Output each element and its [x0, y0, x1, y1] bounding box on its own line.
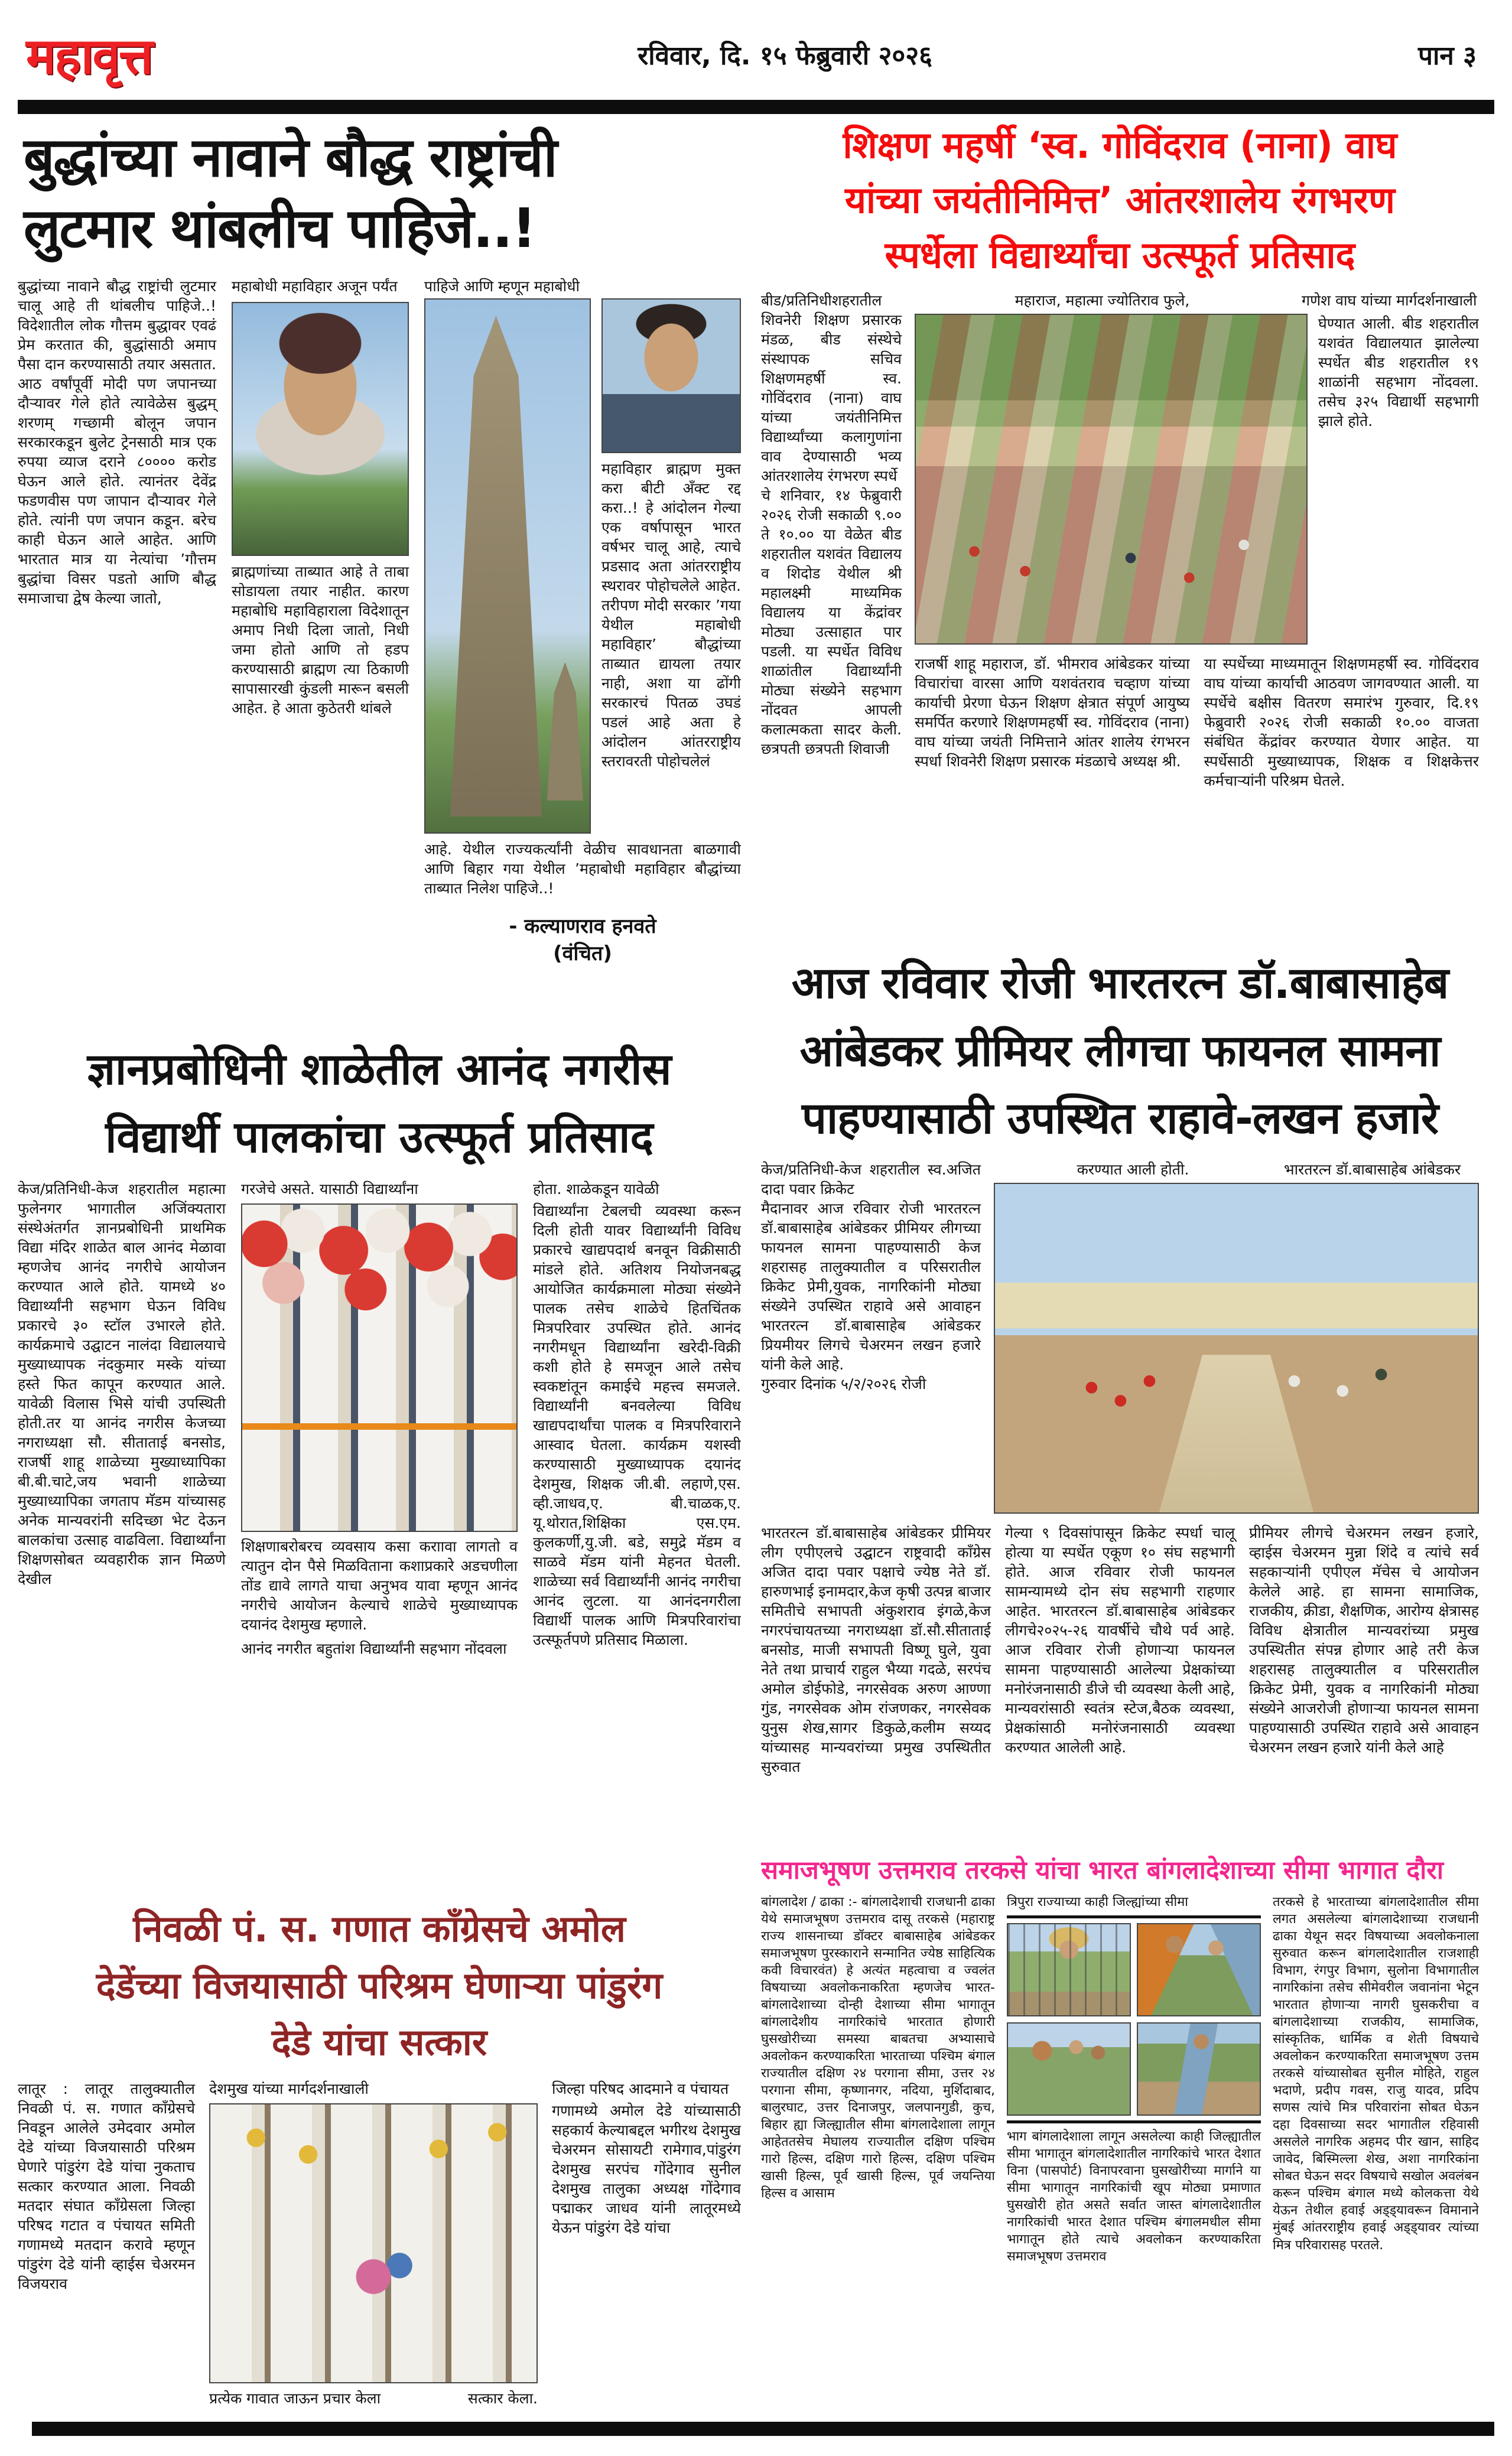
below-photo-columns [761, 1523, 1479, 1777]
article-buddha-loot [18, 114, 741, 1031]
page-body [0, 114, 1512, 2418]
column-2-end: आनंद नगरीत बहुतांश विद्यार्थ्यांनी सहभाग नोंदवला [241, 1640, 507, 1658]
article-satkar-body [18, 2079, 741, 2408]
header-rule [18, 100, 1494, 114]
headline-line: पाहण्यासाठी उपस्थित राहावे-लखन हजारे [801, 1093, 1439, 1144]
body-column-1: केज/प्रतिनिधी-केज शहरातील महात्मा फुलेनगर भागातील अजिंक्यतारा संस्थेअंतर्गत ज्ञानप्रबोधिनी प्राथमिक विद्या मंदिर शाळेत बाल आनंद मेळावा म्हणजेच आनंद नगरीचे आयोजन करण्यात आले होते. यामध्ये ४० विद्यार्थ्यांनी सहभाग घेऊन विविध प्रकारचे ३० स्टॉल उभारले होते. कार्यक्रमाचे उद्घाटन नालंदा विद्यालयाचे मुख्याध्यापक नंदकुमार मस्के यांच्या हस्ते फित कापून करण्यात आले. यावेळी विलास भिसे यांची उपस्थिती होती.तर या आनंद नगरीस केजच्या नगराध्यक्षा सौ. सीताताई बनसोड, राजर्षी शाहू शाळेच्या मुख्याध्यापिका बी.बी.चाटे,जय भवानी शाळेच्या मुख्याध्यापिका जगताप मॅडम यांच्यासह अनेक मान्यवरांनी सदिच्छा भेट देऊन बालकांचा उत्साह वाढविला. विद्यार्थ्यांना शिक्षणसोबत व्यवहारीक ज्ञान मिळणे देखील [18, 1180, 226, 1588]
headline-line: शिक्षण महर्षी ‘स्व. गोविंदराव (नाना) वाघ [843, 123, 1397, 167]
headline-line: यांच्या जयंतीनिमित्त’ आंतरशालेय रंगभरण [844, 178, 1395, 222]
headline-line: बुद्धांच्या नावाने बौद्ध राष्ट्रांची [24, 126, 557, 189]
column-1-lead: बीड/प्रतिनिधीशहरातील [761, 292, 882, 309]
column-1-date: गुरुवार दिनांक ५/२/२०२६ रोजी [761, 1375, 926, 1393]
article-rangbharan-headline [761, 114, 1479, 282]
buddha-statue-photo [232, 302, 409, 556]
body-column-3 [533, 1179, 741, 1658]
article-border-body [761, 1894, 1479, 2265]
column-3-lead: गणेश वाघ यांच्या मार्गदर्शनाखाली [1302, 292, 1477, 309]
article-buddha-headline [18, 114, 741, 267]
article-apl-headline [761, 949, 1479, 1153]
column-2-lead: महाराज, महात्मा ज्योतिराव फुले, [1014, 292, 1190, 309]
column-3-lead: भारतरत्न डॉ.बाबासाहेब आंबेडकर [1284, 1161, 1461, 1179]
byline [424, 913, 741, 968]
article-anand-headline [18, 1031, 741, 1171]
rangbharan-students-photo [915, 314, 1308, 645]
photo-caption-row [209, 2388, 538, 2408]
body-column-3 [552, 2079, 741, 2408]
column-3-side [601, 298, 741, 834]
headline-line: देडेंच्या विजयासाठी परिश्रम घेणाऱ्या पांडुरंग [96, 1964, 663, 2008]
photo-top-rule [1007, 1915, 1261, 1918]
photo-bottom-rule [1007, 2120, 1261, 2123]
border-photo-grid [1007, 1923, 1261, 2116]
column-1-text: मैदानावर आज रविवार रोजी भारतरत्न डॉ.बाबासाहेब आंबेडकर प्रीमियर लीगच्या फायनल सामना पाहण्यासाठी केज शहरासह तालुक्यातील व परिसरातील क्रिकेट प्रेमी,युवक, नागरिकांनी मोठ्या संख्येने उपस्थित राहावे असे आवाहन भारतरत्न डॉ.बाबासाहेब आंबेडकर प्रियमीयर लिगचे चेअरमन लखन हजारे यांनी केले आहे. [761, 1200, 981, 1374]
border-bicycle-photo [1137, 2022, 1261, 2116]
article-apl-body [761, 1160, 1479, 1514]
headline-line: देडे यांचा सत्कार [271, 2021, 487, 2064]
headline-line: निवळी पं. स. गणात काँग्रेसचे अमोल [133, 1907, 626, 1950]
balloons-ribbon-cutting-photo [241, 1203, 518, 1532]
column-2-lead: महाबोधी महाविहार अजून पर्यंत [232, 278, 398, 295]
column-2-text: शिक्षणाबरोबरच व्यवसाय कसा कराावा लागतो व त्यातुन दोन पैसे मिळविताना कशाप्रकारे अडचणीला तोंड द्यावे लागते याचा अनुभव यावा म्हणून आनंद नगरीचे आयोजन केल्याचे शाळेचे मुख्याध्यापक दयानंद देशमुख म्हणाले. [241, 1538, 518, 1634]
column-3-photo-row [424, 298, 741, 834]
masthead-logo: महावृत्त [26, 27, 152, 85]
body-column-2 [232, 276, 409, 968]
below-column-2: गेल्या ९ दिवसांपासून क्रिकेट स्पर्धा चालू होत्या या स्पर्धेत एकूण १० संघ सहभागी होते. आज रविवार रोजी फायनल सामन्यामध्ये दोन संघ सहभागी राहणार आहेत. भारतरत्न डॉ.बाबासाहेब आंबेडकर लीगचे२०२५-२६ यावर्षीचे चौथे पर्व आहे. आज रविवार रोजी होणाऱ्या फायनल सामना पाहण्यासाठी आलेल्या प्रेक्षकांच्या मनोरंजनासाठी डीजे ची व्यवस्था केली आहे, मान्यवरांसाठी स्वतंत्र स्टेज,बैठक व्यवस्था, प्रेक्षकांसाठी मनोरंजनासाठी व्यवस्था करण्यात आलेली आहे. [1005, 1524, 1235, 1756]
below-photo-columns [915, 654, 1479, 791]
byline-name: - कल्याणराव हनवते [509, 915, 656, 939]
felicitation-bouquet-photo [209, 2103, 538, 2383]
column-2-text: ब्राह्मणांच्या ताब्यात आहे ते ताबा सोडायला तयार नाहीत. कारण महाबोधि महाविहाराला विदेशातून अमाप निधी दिला जातो, निधी जमा होतो आणि तो हडप करण्यासाठी ब्राह्मण त्या ठिकाणी सापासारखी कुंडली मारून बसली आहेत. हे आता कुठेतरी थांबले [232, 563, 409, 717]
column-3-text: घेण्यात आली. बीड शहरातील यशवंत विद्यालयात झालेल्या स्पर्धेत बीड शहरातील १९ शाळांनी सहभाग नोंदवला. तसेच ३२५ विद्यार्थी सहभागी झाले होते. [1318, 315, 1479, 430]
column-2-lead: त्रिपुरा राज्याच्या काही जिल्ह्यांच्या सीमा [1007, 1894, 1188, 1910]
border-fence-photo [1007, 1923, 1131, 2016]
footer-rule [32, 2422, 1494, 2436]
photo-row [915, 314, 1479, 645]
body-column-1 [761, 1160, 981, 1514]
body-column-1: लातूर : लातूर तालुक्यातील निवळी पं. स. गणात काँग्रेसचे निवडून आलेले उमेदवार अमोल देडे यांच्या विजयासाठी परिश्रम घेणारे पांडुरंग देडे यांचा नुकताच सत्कार करण्यात आला. निवळी मतदार संघात काँग्रेसला जिल्हा परिषद गटात व पंचायत समिती गणामध्ये मतदान करावे म्हणून पांडुरंग देडे यांनी व्हाईस चेअरमन विजयराव [18, 2080, 195, 2293]
article-rangbharan-right [915, 291, 1479, 791]
body-column-2 [241, 1179, 518, 1658]
right-half [761, 114, 1479, 2415]
column-2-lead: देशमुख यांच्या मार्गदर्शनाखाली [209, 2080, 369, 2098]
article-satkar-headline [18, 1895, 741, 2071]
border-group-photo [1007, 2022, 1131, 2116]
article-border-tour [761, 1855, 1479, 2415]
page-number: पान ३ [1417, 40, 1477, 71]
column-1-lead: केज/प्रतिनिधी-केज शहरातील स्व.अजित दादा पवार क्रिकेट [761, 1161, 981, 1198]
body-column-3 [424, 276, 741, 968]
article-rangbharan-body [761, 291, 1479, 791]
body-column-1: बांगलादेश / ढाका :- बांगलादेशाची राजधानी ढाका येथे समाजभूषण उत्तमराव दासू तरकसे (महाराष्ट्र राज्य शासनाच्या डॉक्टर बाबासाहेब आंबेडकर समाजभूषण पुरस्काराने सन्मानित ज्येष्ठ साहित्यिक कवी विचारवंत) हे अत्यंत महत्वाचा व ज्वलंत विषयाच्या अवलोकनाकरिता म्हणजेच भारत-बांगलादेशाच्या दोन्ही देशाच्या सीमा भागातून बांगलादेशीय नागरिकांचे भारतात होणारी घुसखोरीच्या समस्या बाबतचा अभ्यासाचे अवलोकन करण्याकरिता भारताच्या पश्चिम बंगाल राज्यातील दक्षिण २४ परगाना सीमा, उत्तर २४ परगाना सीमा, कृष्णानगर, नदिया, मुर्शिदाबाद, बालुरघाट, उत्तर दिनाजपुर, जलपानगुडी, कुच, बिहार ह्या जिल्ह्यातील सीमा बांगलादेशाला लागून आहेततसेच मेघालय राज्यातील दक्षिण पश्चिम गारो हिल्स, दक्षिण गारो हिल्स, दक्षिण पश्चिम खासी हिल्स, पूर्व खासी हिल्स, पूर्व जयन्तिया हिल्स व आसाम [761, 1894, 995, 2201]
column-2-text: भाग बांगलादेशाला लागून असलेल्या काही जिल्ह्यातील सीमा भागातून बांगलादेशातील नागरिकांचे भारत देशात विना (पासपोर्ट) विनापरवाना घुसखोरीच्या मार्गाने या सीमा भागातून नागरिकांची खूप मोठ्या प्रमाणात घुसखोरी होत असते सर्वात जास्त बांगलादेशातील नागरिकांची भारत देशात पश्चिम बंगालमधील सीमा भागातून होते त्याचे अवलोकन करण्याकरिता समाजभूषण उत्तमराव [1007, 2129, 1261, 2265]
column-2-lead: गरजेचे असते. यासाठी विद्यार्थ्यांना [241, 1180, 418, 1198]
column-2-lead: करण्यात आली होती. [1077, 1161, 1189, 1179]
page-header [0, 0, 1512, 88]
article-dede-satkar [18, 1895, 741, 2418]
lead-row [994, 1160, 1479, 1179]
article-border-headline: समाजभूषण उत्तमराव तरकसे यांचा भारत बांगलादेशाच्या सीमा भागात दौरा [761, 1856, 1444, 1885]
article-anand-body [18, 1179, 741, 1658]
column-3-lead: जिल्हा परिषद आदमाने व पंचायत [552, 2080, 729, 2098]
column-3-text: महाविहार ब्राह्मण मुक्त करा बीटी अँक्ट रद्द करा..! हे आंदोलन गेल्या एक वर्षापासून भारत वर्षभर चालू आहे, त्याचे प्रडसाद अता आंतरराष्ट्रीय स्थरावर पोहोचलेले आहेत. तरीपण मोदी सरकार ’गया येथील महाबोधी महाविहार’ बौद्धांच्या ताब्यात द्यायला तयार नाही, अशा या ढोंगी सरकारचं पितळ उघडं पडलं आहे अता हे आंदोलन आंतरराष्ट्रीय स्तरावरती पोहोचलेलं [601, 460, 741, 770]
border-selfie-photo [1137, 1923, 1261, 2016]
headline-line: आंबेडकर प्रीमियर लीगचा फायनल सामना [799, 1025, 1441, 1076]
below-column-3: प्रीमियर लीगचे चेअरमन लखन हजारे, व्हाईस चेअरमन मुन्ना शिंदे व त्यांचे सर्व सहकाऱ्यांनी एपीएल मॅचेस चे आयोजन केलेले आहे. हा सामना सामाजिक, राजकीय, क्रीडा, शैक्षणिक, आरोग्य क्षेत्रासह विविध क्षेत्रातील मान्यवरांच्या प्रमुख उपस्थितीत संपन्न होणार आहे तरी केज शहरासह तालुक्यातील व परिसरातील क्रिकेट प्रेमी, युवक व नागरिकांनी मोठ्या संख्येने आजरोजी होणाऱ्या फायनल सामना पाहण्यासाठी उपस्थित राहावे असे आवाहन चेअरमन लखन हजारे यांनी केले आहे [1249, 1524, 1479, 1756]
column-3-text: विद्यार्थ्यांना टेबलची व्यवस्था करून दिली होती यावर विद्यार्थ्यांनी विविध प्रकारचे खाद्यपदार्थ बनवून विक्रीसाठी मांडले होते. अतिशय नियोजनबद्ध आयोजित कार्यक्रमाला मोठ्या संख्येने पालक तसेच शाळेचे हितचिंतक मित्रपरिवार उपस्थित होते. आनंद नगरीमधून विद्यार्थ्यांना खरेदी-विक्री कशी होते हे समजून आले तसेच स्वकष्टांतून कमाईचे महत्त्व समजले. विद्यार्थ्यांनी बनवलेल्या विविध खाद्यपदार्थांचा पालक व मित्रपरिवाराने आस्वाद घेतला. कार्यक्रम यशस्वी करण्यासाठी मुख्याध्यापक दयानंद देशमुख, शिक्षक जी.बी. लहाणे,एस. व्ही.जाधव,ए. बी.चाळक,ए. यू.थोरात,शिक्षिका एस.एम. कुलकर्णी,यु.जी. बडे, समुद्रे मॅडम व साळवे मॅडम यांनी मेहनत घेतली. शाळेच्या सर्व विद्यार्थ्यांनी आनंद नगरीचा आनंद लुटला. या आनंदनगरीला विद्यार्थी पालक आणि मित्रपरिवारांचा उत्स्फूर्तपणे प्रतिसाद मिळाला. [533, 1202, 741, 1649]
article-apl-final [761, 949, 1479, 1855]
article-anand-nagari [18, 1031, 741, 1895]
headline-line: विद्यार्थी पालकांचा उत्स्फूर्त प्रतिसाद [105, 1111, 653, 1163]
column-3-text: गणामध्ये अमोल देडे यांच्यासाठी सहकार्य केल्याबद्दल भगीरथ देशमुख चेअरमन सोसायटी रामेगाव,पांडुरंग देशमुख सरपंच गोंदेगाव सुनील देशमुख तालुका अध्यक्ष गोंदेगाव पद्माकर जाधव यांनी लातूरमध्ये येऊन पांडुरंग देडे यांचा [552, 2102, 741, 2237]
headline-line: ज्ञानप्रबोधिनी शाळेतील आनंद नगरीस [87, 1044, 672, 1095]
article-apl-right [994, 1160, 1479, 1514]
headline-line: स्पर्धेला विद्यार्थ्यांचा उत्स्फूर्त प्रतिसाद [885, 233, 1355, 276]
body-column-1: बुद्धांच्या नावाने बौद्ध राष्ट्रांची लुटमार चालू आहे ती थांबलीच पाहिजे..! विदेशातील लोक गौत्तम बुद्धावर एवढं प्रेम करतात की, बुद्धांसाठी अमाप पैसा दान करण्यासाठी तयार असतात. आठ वर्षांपूर्वी मोदी पण जपानच्या दौऱ्यावर गेले होते त्यावेळेस बुद्धम् शरणम् गच्छामी बोलून जपान सरकारकडून बुलेट ट्रेनसाठी मात्र एक रुपया व्याज दराने ८०००० करोड घेऊन आले होते. त्यानंतर देवेंद्र फडणवीस पण जापान दौऱ्यावर गेले होते. त्यांनी पण जपान कडून. बरेच काही घेऊन आले आहेत. आणि भारतात मात्र या नेत्यांचा ’गौत्तम बुद्धांचा विसर पडतो आणि बौद्ध समाजाचा द्वेष केल्या जातो, [18, 278, 216, 607]
photo-caption: सत्कार केला. [467, 2390, 538, 2408]
column-3-closing: आहे. येथील राज्यकर्त्यांनी वेळीच सावधानता बाळगावी आणि बिहार गया येथील ’महाबोधी महाविहार बौद्धांच्या ताब्यात निलेश पाहिजे..! [424, 841, 741, 897]
cricket-ground-team-photo [994, 1183, 1479, 1514]
date-line: रविवार, दि. १५ फेब्रुवारी २०२६ [638, 40, 933, 71]
below-column-3: या स्पर्धेच्या माध्यमातून शिक्षणमहर्षी स्व. गोविंदराव वाघ यांच्या कार्याची आठवण जागवण्यात आली. या स्पर्धेचे बक्षीस वितरण समारंभ गुरुवार, दि.१९ फेब्रुवारी २०२६ रोजी सकाळी १०.०० वाजता संबंधित केंद्रांवर करण्यात येणार आहेत. या स्पर्धेसाठी मुख्याध्यापक, शिक्षक व शिक्षकेत्तर कर्मचाऱ्यांनी परिश्रम घेतले. [1204, 655, 1479, 789]
ambedkar-portrait-photo [601, 298, 741, 453]
article-buddha-body [18, 276, 741, 968]
below-column-1: भारतरत्न डॉ.बाबासाहेब आंबेडकर प्रीमियर लीग एपीएलचे उद्घाटन राष्ट्रवादी काँग्रेस अजित दादा पवार पक्षाचे ज्येष्ठ नेते डॉ. हारुणभाई इनामदार,केज कृषी उत्पन्न बाजार समितीचे सभापती अंकुशराव इंगळे,केज नगरपंचायतच्या नगराध्यक्षा डॉ.सौ.सीताताई बनसोड, माजी सभापती विष्णू घुले, युवा नेते तथा प्राचार्य राहुल भैय्या गदळे, सरपंच अमोल डोईफोडे, नगरसेवक अरुण आण्णा गुंड, नगरसेवक ओम रांजणकर, नगरसेवक युनुस शेख,सागर डिकुळे,कलीम सय्यद यांच्यासह मान्यवरांच्या प्रमुख उपस्थितीत सुरुवात [761, 1524, 991, 1776]
column-3-lead: होता. शाळेकडून यावेळी [533, 1180, 659, 1198]
article-rangbharan-contest [761, 114, 1479, 949]
body-column-2 [1007, 1894, 1261, 2265]
column-1-text: शिवनेरी शिक्षण प्रसारक मंडळ, बीड संस्थेचे संस्थापक सचिव शिक्षणमहर्षी स्व. गोविंदराव (नाना) वाघ यांच्या जयंतीनिमित्त विद्यार्थ्यांच्या कलागुणांना वाव देण्यासाठी भव्य आंतरशालेय रंगभरण स्पर्धे [761, 311, 902, 484]
lead-row [915, 291, 1479, 310]
byline-party: (वंचित) [553, 942, 612, 966]
column-1-continued: चे शनिवार, १४ फेब्रुवारी २०२६ रोजी सकाळी ९.०० ते १०.०० या वेळेत बीड शहरातील यशवंत विद्यालय व शिदोड येथील श्री महालक्ष्मी माध्यमिक विद्यालय या केंद्रांवर मोठ्या उत्साहात पार पडली. या स्पर्धेत विविध शाळांतील विद्यार्थ्यांनी मोठ्या संख्येने सहभाग नोंदवत आपली कलात्मकता सादर केली. छत्रपती छत्रपती शिवाजी [761, 487, 902, 757]
headline-line: आज रविवार रोजी भारतरत्न डॉ.बाबासाहेब [791, 958, 1449, 1009]
column-3-lead: पाहिजे आणि म्हणून महाबोधी [424, 278, 580, 295]
headline-line: लुटमार थांबलीच पाहिजे..! [24, 196, 535, 260]
mahabodhi-temple-photo [424, 298, 591, 834]
body-column-2 [209, 2079, 538, 2408]
below-column-2: राजर्षी शाहू महाराज, डॉ. भीमराव आंबेडकर यांच्या विचारांचा वारसा आणि यशवंतराव चव्हाण यांच्या कार्याची प्रेरणा घेऊन शिक्षण क्षेत्रात संपूर्ण आयुष्य समर्पित करणारे शिक्षणमहर्षी स्व. गोविंदराव (नाना) वाघ यांच्या जयंती निमित्ताने आंतर शालेय रंगभरन स्पर्धा शिवनेरी शिक्षण प्रसारक मंडळाचे अध्यक्ष श्री. [915, 655, 1190, 770]
body-column-3: तरकसे हे भारताच्या बांगलादेशातील सीमा लगत असलेल्या बांगलादेशाच्या राजधानी ढाका येथून सदर विषयाच्या अवलोकनाला सुरुवात करून बांगलादेशातील राजशाही विभाग, रंगपुर विभाग, सुलोना विभागातील नागरिकांना तसेच सीमेवरील जवानांना भेटून भारतात होणाऱ्या नागरी घुसकरीचा व बांगलादेशाच्या राजकीय, सामाजिक, सांस्कृतिक, धार्मिक व शेती विषयाचे अवलोकन करण्याकरिता समाजभूषण उत्तम तरकसे यांच्यासोबत सुनील मोहिते, राहुल भदाणे, प्रदीप गवस, राजु यादव, प्रदिप सणस त्यांचे मित्र परिवारांना सोबत घेऊन दहा दिवसाच्या सदर भागातील रहिवासी असलेले नागरिक अहमद पीर खान, साहिद जावेद, बिस्मिल्ला शेख, अशा नागरिकांना सोबत घेऊन सदर विषयाचे सखोल अवलंबन करून पश्चिम बंगाल मध्ये कोलकत्ता येथे येऊन तेथील हवाई अड्ड्यावरून विमानाने मुंबई आंतरराष्ट्रीय हवाई अड्ड्यावर त्यांच्या मित्र परिवारासह परतले. [1273, 1894, 1479, 2253]
body-column-1 [761, 291, 902, 791]
left-half [18, 114, 741, 2418]
photo-caption: प्रत्येक गावात जाऊन प्रचार केला [209, 2390, 381, 2408]
